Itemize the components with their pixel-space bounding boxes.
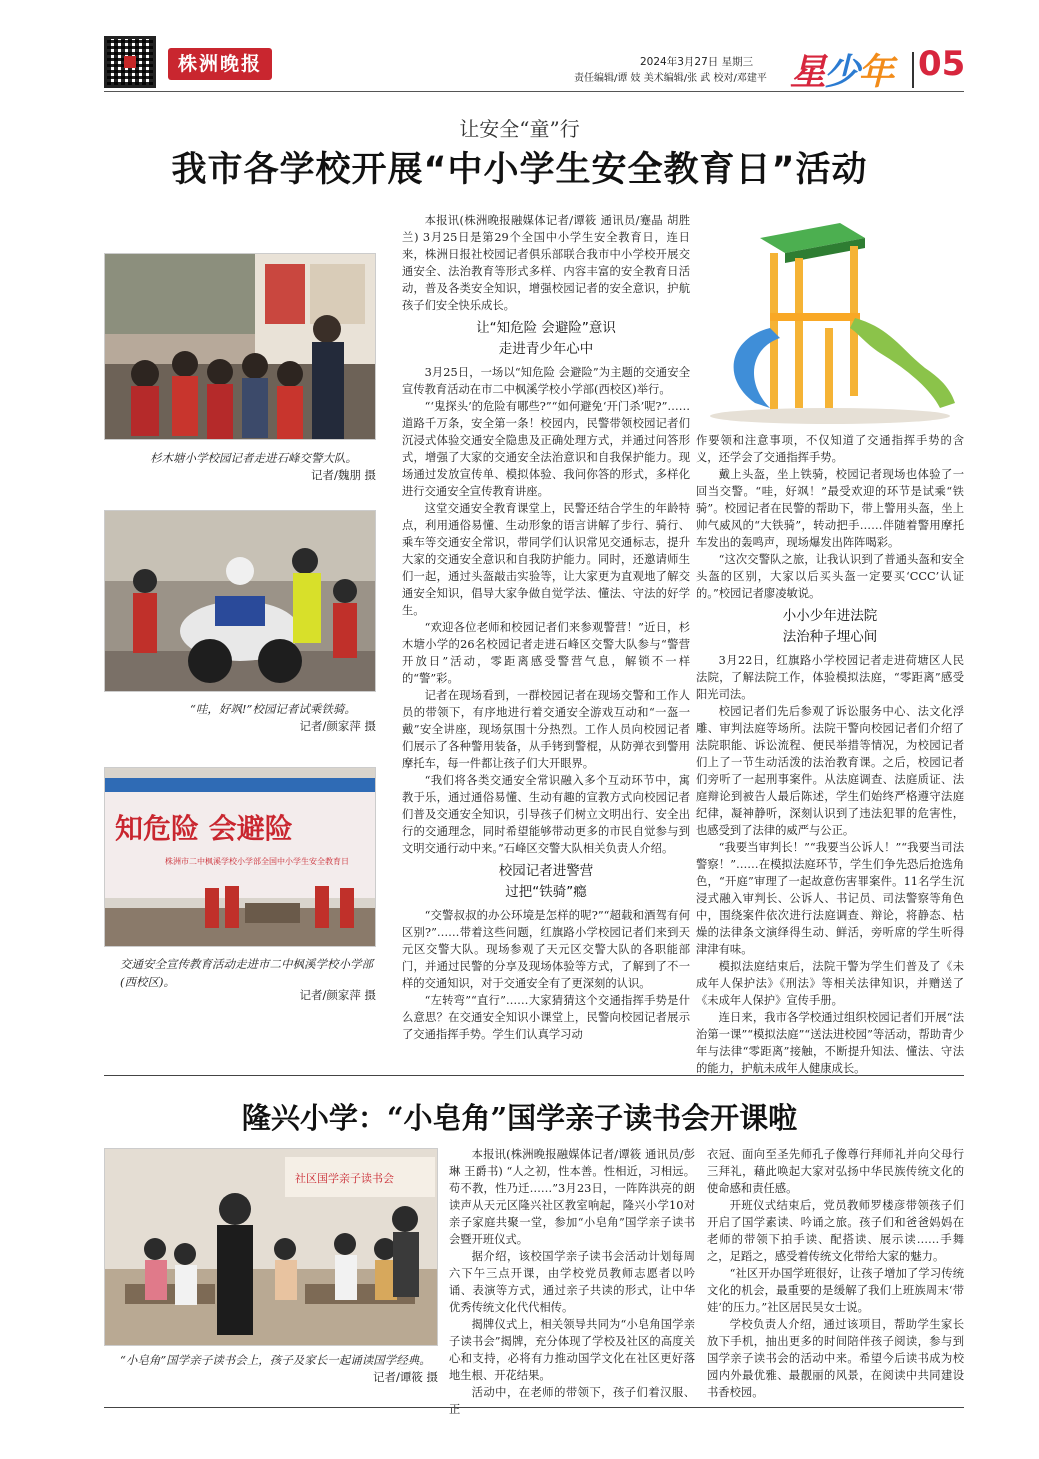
article2-paragraph: 据介绍，该校国学亲子读书会活动计划每周六下午三点开课，由学校党员教师志愿者以吟诵、表演等方式，通过亲子共读的形式，让中华优秀传统文化代代相传。	[449, 1250, 695, 1314]
playground-illustration	[700, 218, 958, 428]
photo3-credit: 记者/颜家萍 摄	[299, 988, 376, 1002]
photo-stage-banner	[104, 767, 376, 947]
brand-char-3: 年	[858, 52, 893, 93]
slide-icon	[700, 218, 958, 428]
article1-paragraph: “欢迎各位老师和校园记者们来参观警营！”近日，杉木塘小学的26名校园记者走进石峰区交警大队参与“警营开放日”活动，零距离感受警营气息，解锁不一样的“警”彩。	[402, 621, 690, 685]
stage-banner-text: 知危险 会避险	[115, 812, 293, 845]
article2-paragraph: 活动中，在老师的带领下，孩子们着汉服、正	[449, 1386, 695, 1416]
article1-subhead3-line2: 法治种子埋心间	[782, 629, 878, 645]
qr-code	[104, 36, 156, 88]
brand-char-1: 星	[790, 52, 825, 93]
article1-paragraph: “我要当审判长！”“我要当公诉人！”“我要当司法警察！”……在模拟法庭环节，学生们争先恐后抢选角色，“开庭”审理了一起故意伤害罪案件。11名学生沉浸式融入审判长、公诉人、书记员、司法警察等角色中，围绕案件依次进行法庭调查、辩论，将静态、枯燥的法律条文演绎得生动、鲜活，旁听席的学生听得津津有味。	[696, 841, 964, 956]
article1-paragraph: 3月22日，红旗路小学校园记者走进荷塘区人民法院，了解法院工作，体验模拟法庭，“零距离”感受阳光司法。	[696, 654, 964, 701]
article1-paragraph: “交警叔叔的办公环境是怎样的呢?”“超载和酒驾有何区别?”……带着这些问题，红旗路小学校园记者们来到天元区交警大队。现场参观了天元区交警大队的各职能部门，并通过民警的分享及现场体验等方式，了解到了不一样的交通知识，对于交通安全有了更深刻的认识。	[402, 909, 690, 990]
page-bottom-rule	[104, 1407, 964, 1408]
photo4-caption: “小皂角”国学亲子读书会上，孩子及家长一起诵读国学经典。	[120, 1353, 431, 1367]
photo4-credit: 记者/谭筱 摄	[372, 1370, 438, 1384]
article1-paragraph: 作要领和注意事项，不仅知道了交通指挥手势的含义，还学会了交通指挥手势。	[696, 434, 964, 464]
header-divider	[912, 52, 914, 88]
article1-subhead1-line1: 让“知危险 会避险”意识	[476, 320, 616, 336]
article1-subhead2-line1: 校园记者进警营	[498, 863, 594, 879]
article1-subhead1-line2: 走进青少年心中	[498, 341, 594, 357]
page-number: 05	[918, 44, 966, 84]
photo-stage-banner-image	[105, 768, 376, 947]
article2-column-right	[707, 1146, 964, 1401]
photo1-credit: 记者/魏朋 摄	[310, 468, 376, 482]
stage-banner-subtext: 株洲市二中枫溪学校小学部全国中小学生安全教育日	[165, 857, 349, 866]
article1-paragraph: “‘鬼探头’的危险有哪些?”“如何避免‘开门杀’呢?”…… 道路千万条，安全第一条！校园内，民警带领校园记者们沉浸式体验交通安全隐患及正确处理方式，并通过问答形式，增强了大家的交通安全法治意识和自我保护能力。现场通过发放宣传单、模拟体验、我问你答的形式，多样化进行交通安全宣传教育讲座。	[402, 400, 690, 498]
class-banner-text: 社区国学亲子读书会	[295, 1172, 394, 1185]
article1-paragraph: “我们将各类交通安全常识融入多个互动环节中，寓教于乐，通过通俗易懂、生动有趣的宣教方式向校园记者们普及交通安全知识，引导孩子们树立文明出行、安全出行的交通理念，同时希望能够带动更多的市民自觉参与到文明交通行动中来。”石峰区交警大队相关负责人介绍。	[402, 774, 690, 855]
photo1-caption: 杉木塘小学校园记者走进石峰交警大队。	[150, 451, 357, 465]
article1-lead: 本报讯(株洲晚报融媒体记者/谭筱 通讯员/蹇晶 胡胜兰) 3月25日是第29个全国中小学生安全教育日，连日来，株洲日报社校园记者俱乐部联合我市中小学校开展交通安全、法治教育等形式多样、内容丰富的安全教育日活动，普及各类安全知识，增强校园记者的安全意识，护航孩子们安全快乐成长。	[402, 214, 690, 312]
article1-paragraph: 记者在现场看到，一群校园记者在现场交警和工作人员的带领下，有序地进行着交通安全游戏互动和“一盔一戴”安全讲座，现场氛围十分热烈。工作人员向校园记者们展示了各种警用装备，从手铐到警棍，从防弹衣到警用摩托车，每一件都让孩子们大开眼界。	[402, 689, 690, 770]
article1-paragraph: 戴上头盔，坐上铁骑，校园记者现场也体验了一回当交警。“哇，好飒！”最受欢迎的环节是试乘“铁骑”。校园记者在民警的帮助下，带上警用头盔，坐上帅气威风的“大铁骑”，转动把手……伴随着警用摩托车发出的轰鸣声，现场爆发出阵阵喝彩。	[696, 468, 964, 549]
article1-paragraph: 模拟法庭结束后，法院干警为学生们普及了《未成年人保护法》《刑法》等相关法律知识，并赠送了《未成年人保护》宣传手册。	[696, 960, 964, 1007]
article1-paragraph: “左转弯”“直行”……大家猜猜这个交通指挥手势是什么意思？在交通安全知识小课堂上，民警向校园记者展示了交通指挥手势。学生们认真学习动	[402, 994, 690, 1041]
article2-paragraph: 开班仪式结束后，党员教师罗楼彦带领孩子们开启了国学素读、吟诵之旅。孩子们和爸爸妈妈在老师的带领下拍手读、配搭读、展示读……手舞之，足蹈之，感受着传统文化带给大家的魅力。	[707, 1199, 964, 1263]
header-rule	[104, 91, 964, 92]
article1-paragraph: 连日来，我市各学校通过组织校园记者们开展“法治第一课”“模拟法庭”“送法进校园”等活动，帮助青少年与法律“零距离”接触，不断提升知法、懂法、守法的能力，护航未成年人健康成长。	[696, 1011, 964, 1075]
photo-police-station-image	[105, 254, 376, 440]
article2-paragraph: 本报讯(株洲晚报融媒体记者/谭筱 通讯员/彭琳 王爵书) “人之初，性本善。性相近，习相远。苟不教，性乃迁……”3月23日，一阵阵洪亮的朗读声从天元区隆兴社区教室响起，隆兴小学10对亲子家庭共聚一堂，参加“小皂角”国学亲子读书会暨开班仪式。	[449, 1148, 695, 1246]
brand-char-2: 少	[824, 52, 859, 93]
photo-motorcycle	[104, 510, 376, 692]
photo2-credit: 记者/颜家萍 摄	[299, 719, 376, 733]
article2-paragraph: “社区开办国学班很好，让孩子增加了学习传统文化的机会，最重要的是缓解了我们上班族周末‘带娃’的压力。”社区居民吴女士说。	[707, 1267, 964, 1314]
article1-paragraph: 3月25日，一场以“知危险 会避险”为主题的交通安全宣传教育活动在市二中枫溪学校小学部(西校区)举行。	[402, 366, 690, 396]
article2-column-left	[449, 1146, 695, 1418]
photo-police-station	[104, 253, 376, 440]
editor-credits: 责任编辑/谭 妓 美术编辑/张 武 校对/邓建平	[574, 73, 767, 84]
article2-paragraph: 学校负责人介绍，通过该项目，帮助学生家长放下手机，抽出更多的时间陪伴孩子阅读，参与到国学亲子读书会的活动中来。希望今后读书成为校园内外最优雅、最靓丽的风景，在阅读中共同建设书香校园。	[707, 1318, 964, 1399]
section-brand	[790, 44, 892, 95]
photo-reading-class-image	[105, 1149, 438, 1346]
photo-motorcycle-image	[105, 511, 376, 692]
issue-date: 2024年3月27日 星期三	[640, 56, 754, 68]
article1-subhead3-line1: 小小少年进法院	[782, 608, 878, 624]
article1-paragraph: 校园记者们先后参观了诉讼服务中心、法文化浮雕、审判法庭等场所。法院干警向校园记者们介绍了法院职能、诉讼流程、便民举措等情况，为校园记者们上了一节生动活泼的法治教育课。之后，校园记者们旁听了一起刑事案件。从法庭调查、法庭质证、法庭辩论到被告人最后陈述，学生们始终严格遵守法庭纪律，凝神静听，深刻认识到了违法犯罪的危害性，也感受到了法律的威严与公正。	[696, 705, 964, 837]
article1-column-middle	[402, 212, 690, 1043]
article1-kicker: 让安全“童”行	[459, 117, 580, 141]
article1-paragraph: “这次交警队之旅，让我认识到了普通头盔和安全头盔的区别，大家以后买头盔一定要买‘CCC’认证的。”校园记者廖凌敏说。	[696, 553, 964, 600]
newspaper-logo: 株洲晚报	[168, 48, 272, 80]
article-separator	[104, 1075, 964, 1076]
article2-headline: 隆兴小学：“小皂角”国学亲子读书会开课啦	[241, 1101, 798, 1135]
photo-reading-class	[104, 1148, 438, 1346]
article2-paragraph: 衣冠、面向至圣先师孔子像尊行拜师礼并向父母行三拜礼，藉此唤起大家对弘扬中华民族传统文化的使命感和责任感。	[707, 1148, 964, 1195]
photo2-caption: “哇，好飒!”校园记者试乘铁骑。	[190, 702, 356, 716]
article1-column-right	[696, 432, 964, 1077]
article1-headline: 我市各学校开展“中小学生安全教育日”活动	[171, 150, 868, 190]
photo3-caption: 交通安全宣传教育活动走进市二中枫溪学校小学部(西校区)。	[120, 957, 373, 989]
article1-paragraph: 这堂交通安全教育课堂上，民警还结合学生的年龄特点，利用通俗易懂、生动形象的语言讲解了步行、骑行、乘车等交通安全常识，带同学们认识常见交通标志，提升大家的交通安全意识和自我防护能力。同时，还邀请师生们一起，通过头盔敲击实验等，让大家更为直观地了解交通安全知识，倡导大家争做自觉学法、懂法、守法的好学生。	[402, 502, 690, 617]
article2-paragraph: 揭牌仪式上，相关领导共同为“小皂角国学亲子读书会”揭牌，充分体现了学校及社区的高度关心和支持，必将有力推动国学文化在社区更好落地生根、开花结果。	[449, 1318, 695, 1382]
article1-subhead2-line2: 过把“铁骑”瘾	[505, 884, 587, 900]
